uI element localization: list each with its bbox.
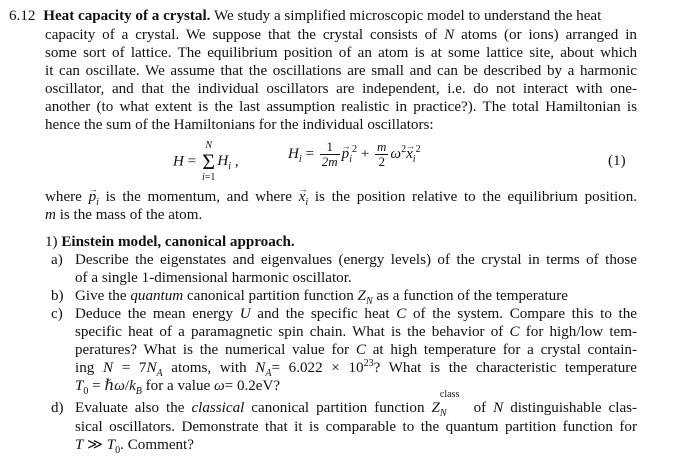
item-a-line-1: Describe the eigenstates and eigenvalues (energy levels) of the crystal in terms of those bbox=[75, 252, 637, 268]
intro-line-5: oscillator, and that the individual oscillators are independent, i.e. do not interact with one- bbox=[45, 81, 637, 97]
section-title: Einstein model, canonical approach. bbox=[61, 234, 295, 250]
item-c-label: c) bbox=[51, 306, 63, 322]
equation-number: (1) bbox=[608, 153, 626, 169]
intro-line-4: it can oscillate. We assume that the oscillations are small and can be described by a harmonic bbox=[45, 63, 637, 79]
intro-line-3: some sort of lattice. The equilibrium position of an atom is at some lattice site, about which bbox=[45, 45, 637, 61]
intro-line-7: hence the sum of the Hamiltonians for the individual oscillators: bbox=[45, 117, 434, 133]
intro-line-1: We study a simplified microscopic model to understand the heat bbox=[213, 8, 602, 24]
item-d-label: d) bbox=[51, 400, 64, 416]
item-d-line-1: Evaluate also the classical canonical partition function Z class $_N$ of N distinguishable clas- bbox=[75, 389, 638, 420]
section-number: 1) bbox=[45, 234, 58, 250]
item-d-line-3: T ≫ $T_0$. Comment? bbox=[75, 437, 194, 457]
item-c-line-3: peratures? What is the numerical value for C at high temperature for a crystal contain- bbox=[75, 342, 638, 358]
sum-symbol: N Σ i=1 bbox=[201, 140, 216, 183]
intro-line-2b: atoms (or ions) arranged in bbox=[461, 27, 637, 43]
problem-heading-line bbox=[9, 8, 601, 26]
intro-line-6: another (to what extent is the last assumption realistic in practice?). The total Hamiltonian is bbox=[45, 99, 637, 115]
item-c-line-2: specific heat of a paramagnetic spin chain. What is the behavior of C for high/low tem- bbox=[75, 324, 637, 340]
intro-line-2-row: capacity of a crystal. We suppose that the crystal consists of N atoms (or ions) arranged in bbox=[45, 27, 637, 43]
problem-title: Heat capacity of a crystal. bbox=[43, 8, 211, 24]
after-eq-line-2: m is the mass of the atom. bbox=[45, 207, 203, 223]
single-oscillator-equation: $H_i$ = $\frac{1}{2m}$ $p \to_i^2$ + $\frac{m}{2}$ $\omega^2x \to_i^2$ bbox=[288, 140, 421, 182]
problem-number: 6.12 bbox=[9, 8, 36, 24]
item-d-line-2: sical oscillators. Demonstrate that it is comparable to the quantum partition function for bbox=[75, 419, 637, 435]
section-heading bbox=[45, 234, 295, 252]
intro-line-2: capacity of a crystal. We suppose that the crystal consists of bbox=[45, 27, 438, 43]
item-c-line-1: Deduce the mean energy U and the specific heat C of the system. Compare this to the bbox=[75, 306, 637, 322]
after-eq-line-1: where $p \to_i$ is the momentum, and where $x \to_i$ is the position relative to the equilibrium position. bbox=[45, 189, 637, 207]
item-a-line-2: of a single 1-dimensional harmonic oscillator. bbox=[75, 270, 352, 286]
item-c-line-5: $T_0$ = $\hbar\omega/k_B$ for a value ω= 0.2eV? bbox=[75, 378, 281, 398]
item-a-label: a) bbox=[51, 252, 63, 268]
item-b-label: b) bbox=[51, 288, 64, 304]
hamiltonian-equation: H = N Σ i=1 $H_i$ , bbox=[173, 140, 239, 183]
item-c-line-4: ing $N = 7N_A$ atoms, with $N_A= 6.022 \times 10^{23}$? What is the characteristic temperature bbox=[75, 357, 638, 380]
item-b-line: Give the quantum canonical partition function $Z_N$ as a function of the temperature bbox=[75, 288, 568, 308]
